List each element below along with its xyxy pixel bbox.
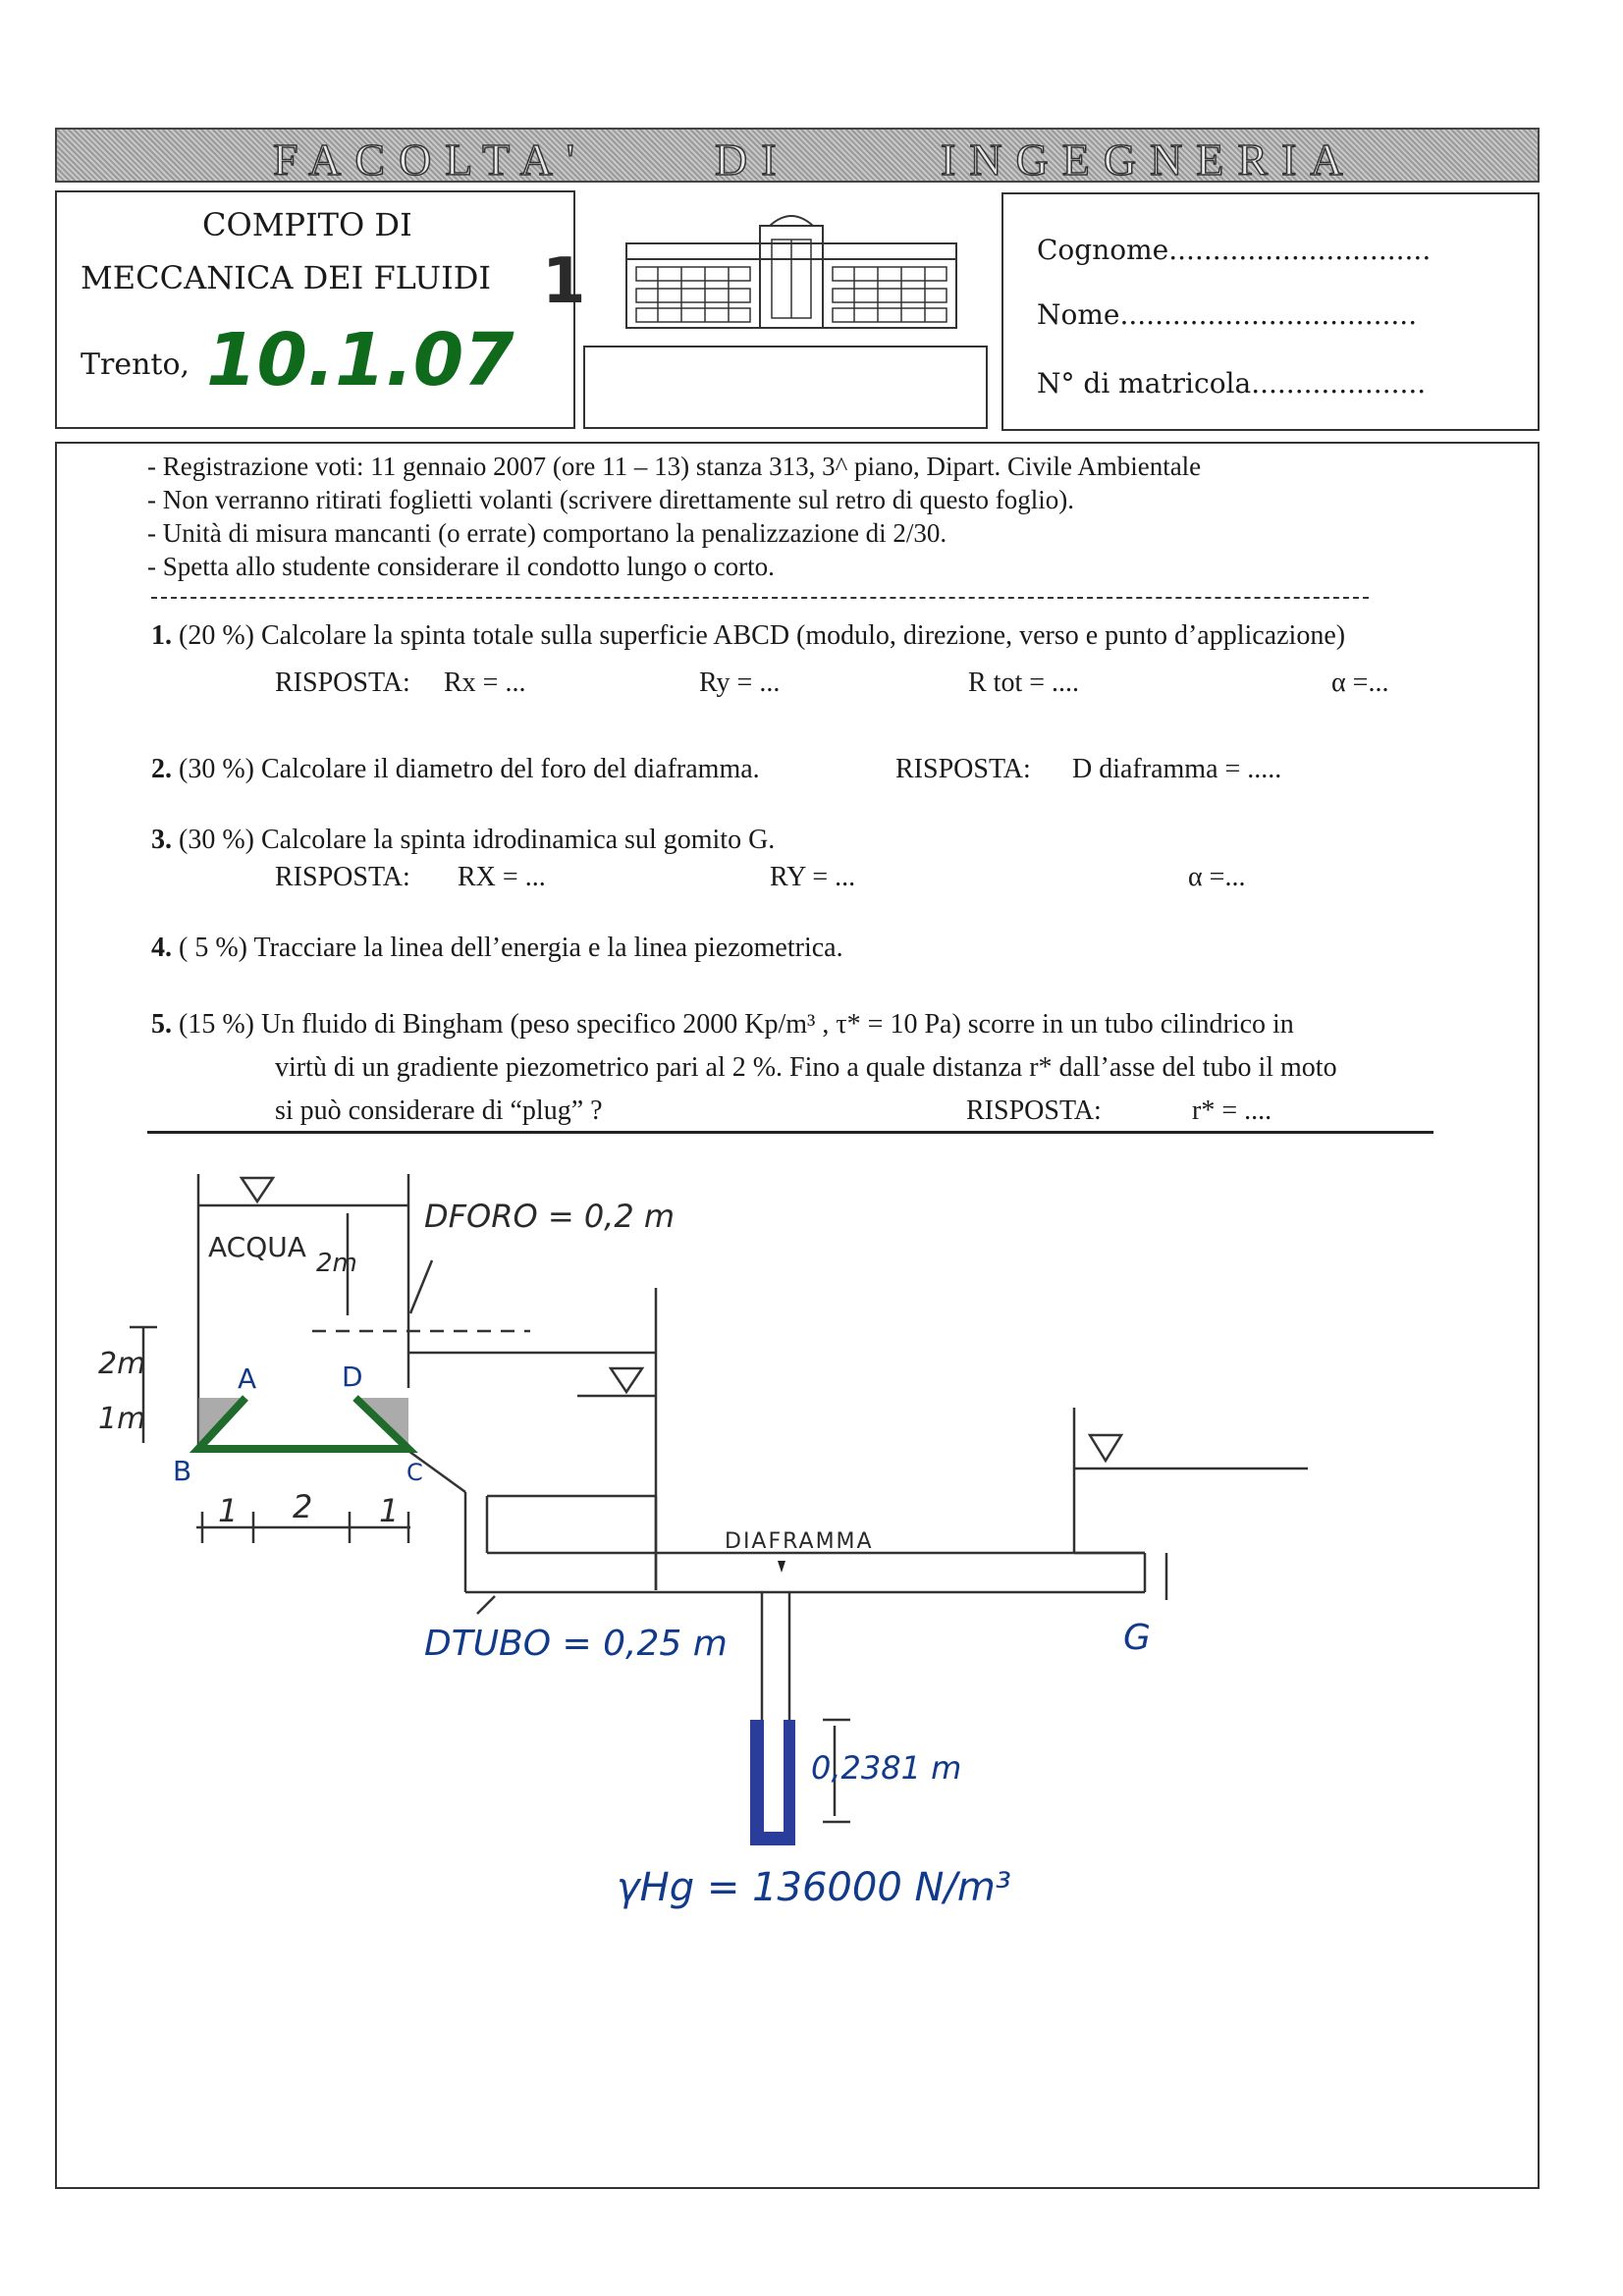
label-b: B (173, 1455, 192, 1487)
q3-alpha: α =... (1188, 862, 1246, 892)
label-acqua: ACQUA (208, 1231, 306, 1263)
q1-answer-label: RISPOSTA: (275, 667, 410, 698)
question-5-line1: (15 %) Un fluido di Bingham (peso specifico 2000 Kp/m³ , τ* = 10 Pa) scorre in un tubo cilindrico in (179, 1009, 1294, 1040)
name-field[interactable]: Nome.................................. (1037, 298, 1418, 331)
diaframma-marker (778, 1561, 785, 1573)
q2-d: D diaframma = ..... (1072, 754, 1282, 784)
question-5-line3: si può considerare di “plug” ? (275, 1095, 603, 1126)
label-d-foro: DFORO = 0,2 m (424, 1198, 676, 1235)
note-2: - Non verranno ritirati foglietti volanti (scrivere direttamente sul retro di questo foglio). (147, 485, 1074, 514)
mercury-right-column (784, 1720, 795, 1845)
q3-answer-label: RISPOSTA: (275, 862, 410, 892)
q1-ry: Ry = ... (699, 667, 781, 698)
mercury-bottom (750, 1832, 795, 1845)
exam-title-line2: MECCANICA DEI FLUIDI (81, 259, 492, 296)
question-2-number: 2. (151, 754, 172, 784)
q1-rx: Rx = ... (444, 667, 526, 698)
dim-1-right: 1 (379, 1492, 400, 1529)
label-2m-top: 2m (316, 1249, 357, 1278)
q5-answer-label: RISPOSTA: (966, 1095, 1102, 1126)
exam-date: 10.1.07 (206, 318, 514, 402)
q5-r: r* = .... (1192, 1095, 1272, 1126)
free-surface-triangle-2 (611, 1368, 642, 1392)
exam-number: 1 (542, 245, 586, 318)
label-g: G (1123, 1618, 1151, 1658)
banner-word-di: DI (715, 134, 790, 185)
label-diaframma: DIAFRAMMA (725, 1529, 874, 1554)
matricola-field[interactable]: N° di matricola.................... (1037, 367, 1427, 400)
note-4: - Spetta allo studente considerare il condotto lungo o corto. (147, 552, 775, 581)
label-manometer-height: 0,2381 m (811, 1749, 962, 1787)
dim-2: 2 (293, 1488, 313, 1525)
question-4-number: 4. (151, 933, 172, 963)
q2-answer-label: RISPOSTA: (895, 754, 1031, 784)
exam-place: Trento, (81, 347, 190, 382)
q1-rtot: R tot = .... (968, 667, 1080, 698)
question-3-number: 3. (151, 825, 172, 855)
label-2m-left: 2m (98, 1347, 146, 1381)
label-gamma-hg: γHg = 136000 N/m³ (617, 1865, 1011, 1910)
label-a: A (238, 1362, 257, 1395)
q3-rx: RX = ... (458, 862, 546, 892)
free-surface-triangle-1 (242, 1178, 273, 1201)
surname-field[interactable]: Cognome.............................. (1037, 234, 1432, 266)
question-1-text: (20 %) Calcolare la spinta totale sulla superficie ABCD (modulo, direzione, verso e punto d’applicazione) (179, 620, 1346, 651)
note-3: - Unità di misura mancanti (o errate) comportano la penalizzazione di 2/30. (147, 518, 947, 548)
question-3-text: (30 %) Calcolare la spinta idrodinamica sul gomito G. (179, 825, 776, 855)
exam-title-line1: COMPITO DI (202, 206, 412, 243)
banner-word-facolta: FACOLTA' (273, 134, 589, 185)
banner-word-ingegneria: INGEGNERIA (941, 134, 1357, 185)
label-1m-left: 1m (98, 1402, 146, 1436)
question-1-number: 1. (151, 620, 172, 651)
q1-alpha: α =... (1331, 667, 1389, 698)
label-d: D (342, 1361, 363, 1393)
question-2-text: (30 %) Calcolare il diametro del foro del diaframma. (179, 754, 760, 784)
question-5-number: 5. (151, 1009, 172, 1040)
mercury-left-column (750, 1720, 764, 1845)
question-5-line2: virtù di un gradiente piezometrico pari al 2 %. Fino a quale distanza r* dall’asse del tubo il moto (275, 1052, 1337, 1083)
question-4-text: ( 5 %) Tracciare la linea dell’energia e la linea piezometrica. (179, 933, 843, 963)
label-c: C (406, 1459, 423, 1486)
dim-1-left: 1 (218, 1492, 239, 1529)
note-1: - Registrazione voti: 11 gennaio 2007 (ore 11 – 13) stanza 313, 3^ piano, Dipart. Civile Ambientale (147, 452, 1202, 481)
label-d-tubo: DTUBO = 0,25 m (424, 1624, 728, 1664)
q3-ry: RY = ... (770, 862, 856, 892)
free-surface-triangle-3 (1090, 1435, 1121, 1461)
